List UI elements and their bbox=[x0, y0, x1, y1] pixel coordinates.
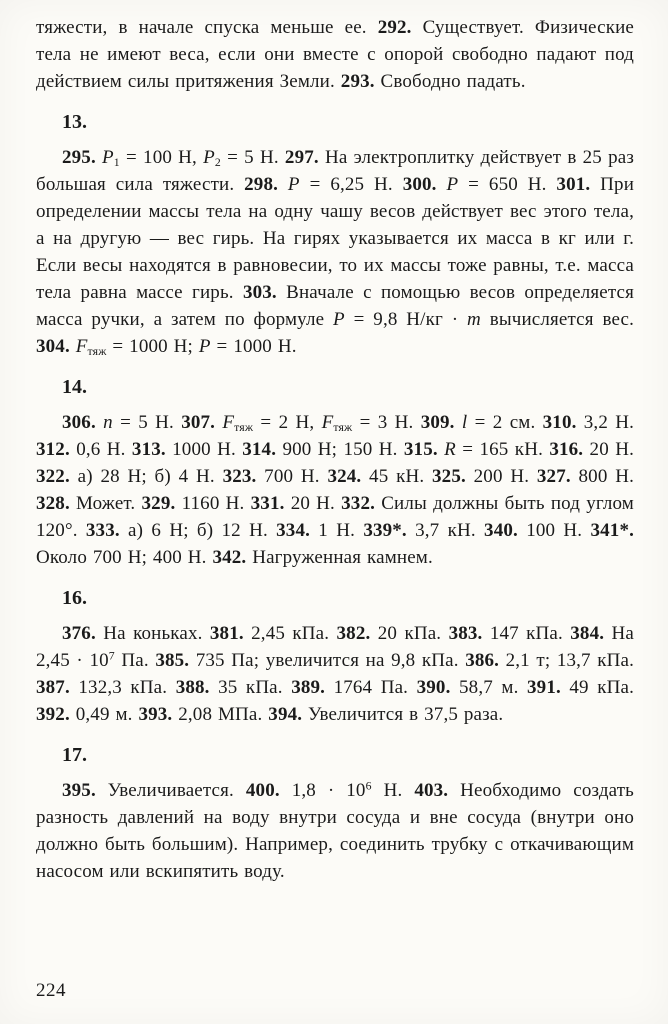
answer-number: 300. bbox=[402, 174, 437, 195]
answer-number: 309. bbox=[420, 412, 455, 433]
answer-number: 293. bbox=[340, 71, 375, 92]
answer-text: 20 кПа. bbox=[370, 623, 449, 644]
answer-number: 400. bbox=[245, 780, 280, 801]
answer-text: = 5 Н. bbox=[112, 412, 182, 433]
answer-text: Увеличивается. bbox=[95, 780, 246, 801]
answer-text: P bbox=[102, 147, 114, 168]
answer-text: 45 кН. bbox=[361, 466, 433, 487]
answer-number: 313. bbox=[131, 439, 166, 460]
answer-text: P bbox=[203, 147, 215, 168]
answer-number: 328. bbox=[36, 493, 70, 514]
answer-number: 325. bbox=[432, 466, 466, 487]
section-heading: 14. bbox=[62, 376, 87, 398]
answer-text: тяж bbox=[87, 344, 107, 358]
answer-text: 0,6 Н. bbox=[69, 439, 132, 460]
answer-text: а) 28 Н; б) 4 Н. bbox=[69, 466, 223, 487]
answer-text: 800 Н. bbox=[570, 466, 635, 487]
answer-text: 735 Па; увеличится на 9,8 кПа. bbox=[189, 650, 466, 671]
answer-number: 322. bbox=[36, 466, 70, 487]
answer-text: 1 Н. bbox=[310, 520, 364, 541]
answer-text: Увеличится в 37,5 раза. bbox=[302, 704, 504, 725]
answer-number: 333. bbox=[85, 520, 120, 541]
answer-text: = 5 Н. bbox=[220, 147, 285, 168]
answer-number: 314. bbox=[242, 439, 277, 460]
answer-text: l bbox=[461, 412, 468, 433]
answer-text: P bbox=[446, 174, 459, 195]
answer-number: 329. bbox=[141, 493, 176, 514]
answer-text: n bbox=[103, 412, 113, 433]
answer-text: = 1000 Н. bbox=[210, 336, 297, 357]
answer-text: = 650 Н. bbox=[458, 174, 557, 195]
answer-number: 307. bbox=[181, 412, 216, 433]
section-heading: 17. bbox=[62, 744, 87, 766]
answer-number: 332. bbox=[341, 493, 376, 514]
answer-text bbox=[278, 174, 288, 195]
answer-number: 388. bbox=[175, 677, 210, 698]
answer-text: m bbox=[467, 309, 481, 330]
answer-text: 100 Н. bbox=[517, 520, 591, 541]
answer-number: 312. bbox=[36, 439, 70, 460]
answer-number: 376. bbox=[62, 623, 96, 644]
answer-number: 324. bbox=[327, 466, 362, 487]
answer-number: 385. bbox=[155, 650, 190, 671]
answer-number: 389. bbox=[291, 677, 326, 698]
answer-text: 147 кПа. bbox=[482, 623, 571, 644]
answer-number: 304. bbox=[36, 336, 70, 357]
answer-number: 394. bbox=[268, 704, 303, 725]
section-heading: 13. bbox=[62, 111, 87, 133]
answer-text: 1764 Па. bbox=[325, 677, 417, 698]
answer-text: тяжести, в начале спуска меньше ее. bbox=[36, 17, 378, 38]
answer-text: = 100 Н, bbox=[119, 147, 204, 168]
answer-text: Нагруженная камнем. bbox=[246, 547, 433, 568]
answer-text: 1160 Н. bbox=[175, 493, 251, 514]
answer-number: 384. bbox=[570, 623, 605, 644]
answer-text: На 2,45 · 10 bbox=[36, 623, 634, 671]
answer-text: 20 Н. bbox=[284, 493, 342, 514]
answer-text: вычисляется вес. bbox=[480, 309, 634, 330]
answer-number: 387. bbox=[36, 677, 70, 698]
answer-number: 339*. bbox=[363, 520, 407, 541]
answer-text: 1000 Н. bbox=[165, 439, 243, 460]
answer-text: 49 кПа. bbox=[560, 677, 634, 698]
answer-number: 303. bbox=[242, 282, 277, 303]
answer-text: 3,2 Н. bbox=[576, 412, 635, 433]
answer-text: = 2 Н, bbox=[253, 412, 322, 433]
answer-number: 331. bbox=[250, 493, 285, 514]
answer-text: 900 Н; 150 Н. bbox=[276, 439, 404, 460]
paragraph bbox=[36, 620, 634, 728]
answer-text: 132,3 кПа. bbox=[69, 677, 176, 698]
answer-number: 334. bbox=[276, 520, 311, 541]
answer-text: тяж bbox=[333, 420, 353, 434]
answer-number: 341*. bbox=[590, 520, 634, 541]
paragraph bbox=[36, 777, 634, 885]
answer-text: На коньках. bbox=[95, 623, 210, 644]
answer-text: F bbox=[222, 412, 235, 433]
answer-text: = 6,25 Н. bbox=[299, 174, 403, 195]
answer-number: 403. bbox=[414, 780, 449, 801]
answer-text: 58,7 м. bbox=[450, 677, 528, 698]
answer-number: 383. bbox=[448, 623, 483, 644]
answer-text: R bbox=[444, 439, 456, 460]
answer-text: F bbox=[321, 412, 334, 433]
paragraph bbox=[36, 14, 634, 95]
answer-text: 2,08 МПа. bbox=[172, 704, 269, 725]
answer-number: 392. bbox=[36, 704, 70, 725]
answer-number: 298. bbox=[244, 174, 278, 195]
answer-number: 327. bbox=[536, 466, 571, 487]
answer-text: 0,49 м. bbox=[69, 704, 139, 725]
answer-text: 20 Н. bbox=[583, 439, 634, 460]
answer-number: 323. bbox=[222, 466, 257, 487]
paragraph bbox=[36, 144, 634, 360]
answer-text: 2 bbox=[214, 155, 221, 169]
answer-text: = 165 кН. bbox=[455, 439, 550, 460]
answer-text: а) 6 Н; б) 12 Н. bbox=[119, 520, 277, 541]
answer-text: = 2 см. bbox=[467, 412, 543, 433]
answer-number: 306. bbox=[62, 412, 96, 433]
answer-number: 381. bbox=[209, 623, 244, 644]
answer-text: F bbox=[75, 336, 88, 357]
answer-number: 390. bbox=[416, 677, 451, 698]
answer-number: 315. bbox=[403, 439, 438, 460]
answer-text: Свободно падать. bbox=[374, 71, 526, 92]
answer-number: 395. bbox=[62, 780, 96, 801]
paragraph bbox=[36, 409, 634, 571]
answer-text: 1 bbox=[113, 155, 120, 169]
answer-text: 2,1 т; 13,7 кПа. bbox=[499, 650, 635, 671]
answer-number: 301. bbox=[556, 174, 591, 195]
page-content bbox=[36, 14, 634, 885]
answer-number: 393. bbox=[138, 704, 173, 725]
answer-number: 391. bbox=[527, 677, 561, 698]
answer-text: = 3 Н. bbox=[352, 412, 421, 433]
answer-number: 297. bbox=[284, 147, 319, 168]
answer-text: 2,45 кПа. bbox=[243, 623, 337, 644]
section-heading: 16. bbox=[62, 587, 87, 609]
answer-text: Существует. Физические тела не имеют веса, если они вместе с опорой свободно падают под действием силы притяжения Земли. bbox=[36, 17, 634, 92]
answer-text: 700 Н. bbox=[256, 466, 328, 487]
answer-text: Силы должны быть под углом 120°. bbox=[36, 493, 634, 541]
answer-text: Н. bbox=[371, 780, 415, 801]
answer-number: 292. bbox=[377, 17, 412, 38]
answer-text: Па. bbox=[114, 650, 156, 671]
answer-text: 7 bbox=[108, 649, 115, 663]
answer-text: тяж bbox=[234, 420, 254, 434]
answer-text: 6 bbox=[365, 779, 372, 793]
answer-text: 3,7 кН. bbox=[406, 520, 485, 541]
answer-number: 386. bbox=[465, 650, 500, 671]
answer-text: Вначале с помощью весов определяется масса ручки, а затем по формуле bbox=[36, 282, 635, 330]
answer-text: 35 кПа. bbox=[209, 677, 292, 698]
answer-text: Необходимо создать разность давлений на воду внутри сосуда и вне сосуда (внутри оно должно быть большим). Например, соединить трубку с откачивающим насосом или вскипятить воду. bbox=[36, 780, 634, 882]
answer-text: P bbox=[198, 336, 211, 357]
answer-text: При определении массы тела на одну чашу весов действует вес этого тела, а на другую — вес гирь. На гирях указывается их масса в кг или г. Если весы находятся в равновесии, то их массы тоже равны, т.е. масса тела равна массе гирь. bbox=[36, 174, 635, 303]
answer-number: 342. bbox=[212, 547, 247, 568]
answer-number: 382. bbox=[336, 623, 371, 644]
answer-text: 200 Н. bbox=[465, 466, 537, 487]
answer-number: 295. bbox=[62, 147, 96, 168]
answer-text bbox=[437, 174, 447, 195]
answer-text: = 9,8 Н/кг · bbox=[344, 309, 468, 330]
answer-text: P bbox=[287, 174, 300, 195]
answer-text: = 1000 Н; bbox=[106, 336, 199, 357]
answer-number: 310. bbox=[542, 412, 577, 433]
answer-text bbox=[455, 412, 462, 433]
page-number: 224 bbox=[36, 980, 66, 1001]
answer-text: На электроплитку действует в 25 раз большая сила тяжести. bbox=[36, 147, 635, 195]
answer-text: 1,8 · 10 bbox=[279, 780, 366, 801]
answer-text: P bbox=[333, 309, 345, 330]
answer-text: Может. bbox=[69, 493, 142, 514]
answer-number: 340. bbox=[484, 520, 518, 541]
answer-number: 316. bbox=[549, 439, 584, 460]
answer-text: Около 700 Н; 400 Н. bbox=[36, 547, 213, 568]
